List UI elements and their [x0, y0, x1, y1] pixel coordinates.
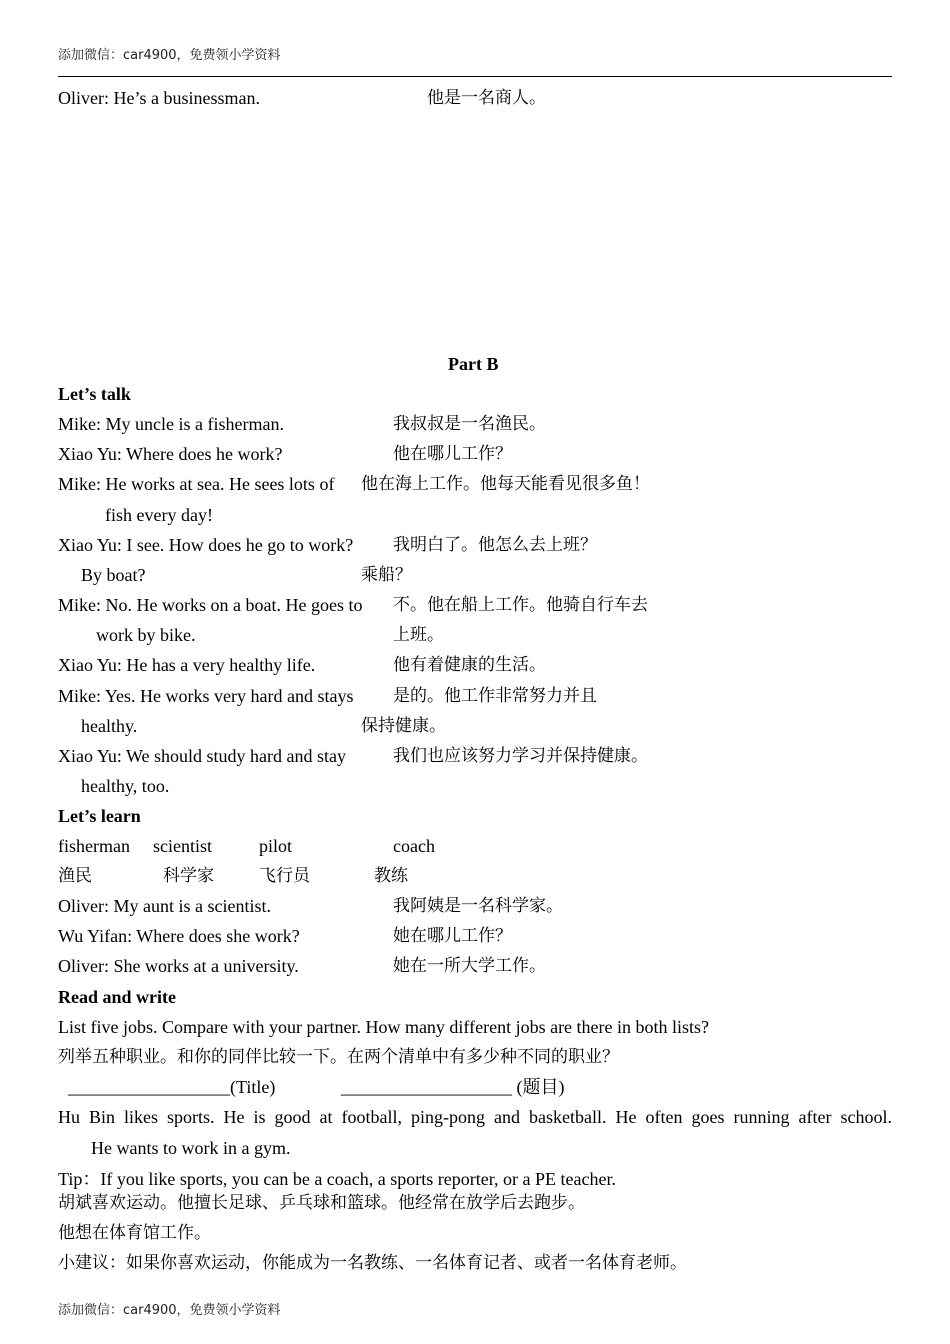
footer-watermark: 添加微信：car4900，免费领小学资料	[58, 1303, 281, 1318]
paragraph-line-2: He wants to work in a gym.	[91, 1138, 291, 1158]
learn-line-en: Oliver: She works at a university.	[58, 956, 299, 976]
lets-learn-heading: Let’s learn	[58, 806, 141, 826]
tip-en: Tip：If you like sports, you can be a coach, a sports reporter, or a PE teacher.	[58, 1169, 616, 1189]
talk-line-en: healthy.	[81, 716, 138, 736]
vocab-word-zh: 渔民	[58, 866, 92, 886]
learn-line-en: Wu Yifan: Where does she work?	[58, 926, 300, 946]
talk-line-en: fish every day!	[105, 505, 213, 525]
talk-line-en: Xiao Yu: Where does he work?	[58, 444, 283, 464]
learn-line-zh: 她在哪儿工作？	[393, 926, 512, 946]
talk-line-zh: 上班。	[393, 625, 444, 645]
talk-line-zh: 我叔叔是一名渔民。	[393, 414, 546, 434]
talk-line-zh: 我们也应该努力学习并保持健康。	[393, 746, 648, 766]
talk-line-en: Xiao Yu: I see. How does he go to work?	[58, 535, 354, 555]
vocab-word-en: pilot	[259, 836, 293, 856]
header-rule	[58, 76, 892, 77]
talk-line-zh: 他在海上工作。他每天能看见很多鱼！	[361, 474, 650, 494]
learn-line-zh: 她在一所大学工作。	[393, 956, 546, 976]
tip-zh: 小建议：如果你喜欢运动，你能成为一名教练、一名体育记者、或者一名体育老师。	[58, 1253, 687, 1273]
title-blank-en: __________________(Title)	[68, 1077, 276, 1097]
lets-talk-heading: Let’s talk	[58, 384, 131, 404]
talk-line-zh: 他在哪儿工作？	[393, 444, 512, 464]
talk-line-zh: 保持健康。	[361, 716, 446, 736]
talk-line-zh: 是的。他工作非常努力并且	[393, 686, 597, 706]
vocab-word-en: coach	[393, 836, 435, 856]
talk-line-zh: 乘船？	[361, 565, 412, 585]
learn-line-zh: 我阿姨是一名科学家。	[393, 896, 563, 916]
talk-line-zh: 不。他在船上工作。他骑自行车去	[393, 595, 648, 615]
paragraph-zh-line-1: 胡斌喜欢运动。他擅长足球、乒乓球和篮球。他经常在放学后去跑步。	[58, 1193, 585, 1213]
talk-line-en: Mike: Yes. He works very hard and stays	[58, 686, 354, 706]
vocab-word-en: scientist	[153, 836, 212, 856]
talk-line-en: healthy, too.	[81, 776, 170, 796]
read-write-heading: Read and write	[58, 987, 176, 1007]
vocab-word-zh: 飞行员	[259, 866, 310, 886]
talk-line-en: Mike: No. He works on a boat. He goes to	[58, 595, 363, 615]
talk-line-en: Xiao Yu: He has a very healthy life.	[58, 655, 316, 675]
talk-line-en: Mike: He works at sea. He sees lots of	[58, 474, 335, 494]
talk-line-en: work by bike.	[96, 625, 196, 645]
talk-line-en: Xiao Yu: We should study hard and stay	[58, 746, 347, 766]
instruction-en: List five jobs. Compare with your partner. How many different jobs are there in both lists?	[58, 1017, 710, 1037]
top-line-zh: 他是一名商人。	[427, 88, 546, 108]
top-line-en: Oliver: He’s a businessman.	[58, 88, 260, 108]
vocab-word-zh: 教练	[374, 866, 408, 886]
header-watermark: 添加微信：car4900，免费领小学资料	[58, 48, 281, 63]
talk-line-zh: 我明白了。他怎么去上班？	[393, 535, 597, 555]
title-blank-zh: ___________________ (题目)	[341, 1077, 565, 1097]
paragraph-zh-line-2: 他想在体育馆工作。	[58, 1223, 211, 1243]
vocab-word-en: fisherman	[58, 836, 130, 856]
talk-line-zh: 他有着健康的生活。	[393, 655, 546, 675]
learn-line-en: Oliver: My aunt is a scientist.	[58, 896, 271, 916]
part-b-title: Part B	[448, 354, 499, 374]
talk-line-en: By boat?	[81, 565, 146, 585]
instruction-zh: 列举五种职业。和你的同伴比较一下。在两个清单中有多少种不同的职业？	[58, 1047, 619, 1067]
paragraph-line-1: Hu Bin likes sports. He is good at football, ping-pong and basketball. He often goes running after school.	[58, 1107, 892, 1127]
talk-line-en: Mike: My uncle is a fisherman.	[58, 414, 284, 434]
vocab-word-zh: 科学家	[163, 866, 214, 886]
